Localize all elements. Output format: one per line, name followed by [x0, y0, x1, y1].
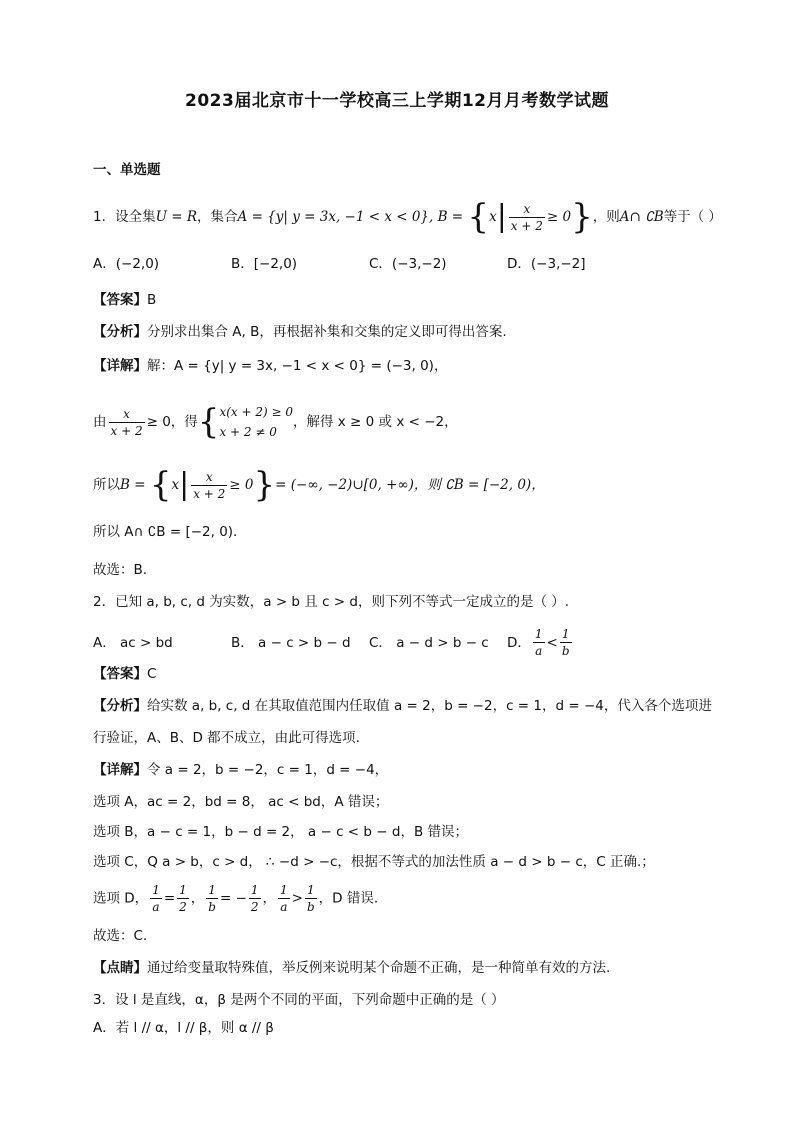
- q1-choose: 故选：B.: [93, 562, 148, 578]
- q1-option-b: B．[−2,0): [231, 256, 298, 272]
- q2-detail-5: 选项 D， $\frac{1}{a}$ = $\frac{1}{2}$ ， $\frac{1}{b}$ = − $\frac{1}{2}$ ， $\frac{1}{a}$ > $\frac{1}{b}$ ，D 错误.: [93, 883, 379, 914]
- q2-choose: 故选：C.: [93, 928, 148, 944]
- q2-stem: 2．已知 a, b, c, d 为实数，a > b 且 c > d，则下列不等式一定成立的是（ ）.: [93, 594, 570, 610]
- q2-detail-2: 选项 A，ac = 2，bd = 8， ac < bd，A 错误；: [93, 794, 389, 810]
- q1-detail-2: 由 $\frac{x}{x + 2}$ ≥ 0，得{ x(x + 2) ≥ 0 x + 2 ≠ 0 ，解得 x ≥ 0 或 x < −2，: [93, 402, 458, 442]
- q3-option-a: A．若 l // α，l // β，则 α // β: [93, 1020, 274, 1036]
- q1-universal-set: U = R: [155, 209, 198, 225]
- q1-options: [93, 254, 586, 274]
- q1-setb-cond: ≥ 0: [546, 209, 572, 225]
- q1-setb-var: x: [489, 209, 497, 225]
- q2-option-c: C． a − d > b − c: [369, 634, 489, 651]
- q1-detail-3: 所以B = {x| $\frac{x}{x + 2}$ ≥ 0}= (−∞, −2)∪[0, +∞)，则 ∁B = [−2, 0)，: [93, 465, 545, 505]
- q2-detail-4: 选项 C，Q a > b，c > d， ∴ −d > −c，根据不等式的加法性质 a − d > b − c，C 正确.；: [93, 854, 655, 870]
- q1-set-a: A = {y| y = 3x, −1 < x < 0}, B =: [237, 209, 468, 225]
- q1-option-a: A．(−2,0): [93, 256, 160, 272]
- q1-detail-1: 【详解】解：A = {y| y = 3x, −1 < x < 0} = (−3, 0)，: [93, 358, 448, 374]
- q2-option-a: A． ac > bd: [93, 634, 173, 651]
- page-title: 2023届北京市十一学校高三上学期12月月考数学试题: [185, 91, 609, 111]
- q1-option-c: C．(−3,−2): [369, 256, 447, 272]
- section-heading: 一、单选题: [93, 162, 161, 178]
- q1-stem-d: 等于（ ）: [663, 209, 722, 225]
- q2-options: [93, 626, 574, 659]
- q1-stem-a: 1．设全集: [93, 209, 156, 225]
- q3-stem: 3．设 l 是直线，α，β 是两个不同的平面，下列命题中正确的是（ ）: [93, 992, 505, 1008]
- q1-expr: A∩ ∁: [619, 209, 654, 225]
- q1-inequality-system: x(x + 2) ≥ 0 x + 2 ≠ 0: [219, 405, 293, 439]
- q2-answer: 【答案】C: [93, 666, 157, 682]
- q2-detail-1: 【详解】令 a = 2，b = −2，c = 1，d = −4，: [93, 762, 389, 778]
- q1-stem: 1．设全集U = R，集合A = {y| y = 3x, −1 < x < 0}, B = {x| $\frac{x}{x + 2}$ ≥ 0}，则A∩ ∁B等于（ ）: [93, 197, 722, 237]
- q1-answer: 【答案】B: [93, 292, 157, 308]
- q2-option-d: D． $\frac{1}{a}$ < $\frac{1}{b}$: [507, 627, 570, 658]
- q2-analysis-1: 【分析】给实数 a, b, c, d 在其取值范围内任取值 a = 2，b = −2，c = 1，d = −4，代入各个选项进: [93, 698, 712, 714]
- q1-stem-b: ，集合: [197, 209, 238, 225]
- q1-stem-c: ，则: [592, 209, 620, 225]
- q1-detail-4: 所以 A∩ ∁B = [−2, 0).: [93, 524, 238, 540]
- q2-detail-3: 选项 B，a − c = 1，b − d = 2， a − c < b − d，B 错误；: [93, 824, 469, 840]
- q1-analysis: 【分析】分别求出集合 A, B，再根据补集和交集的定义即可得出答案.: [93, 324, 507, 340]
- q1-option-d: D．(−3,−2]: [507, 256, 586, 272]
- q2-analysis-2: 行验证，A、B、D 都不成立，由此可得选项.: [93, 730, 360, 746]
- q2-tip: 【点睛】通过给变量取特殊值，举反例来说明某个命题不正确，是一种简单有效的方法.: [93, 960, 611, 976]
- q2-option-b: B． a − c > b − d: [231, 634, 351, 651]
- q1-fraction: $\frac{x}{x + 2}$: [510, 201, 543, 233]
